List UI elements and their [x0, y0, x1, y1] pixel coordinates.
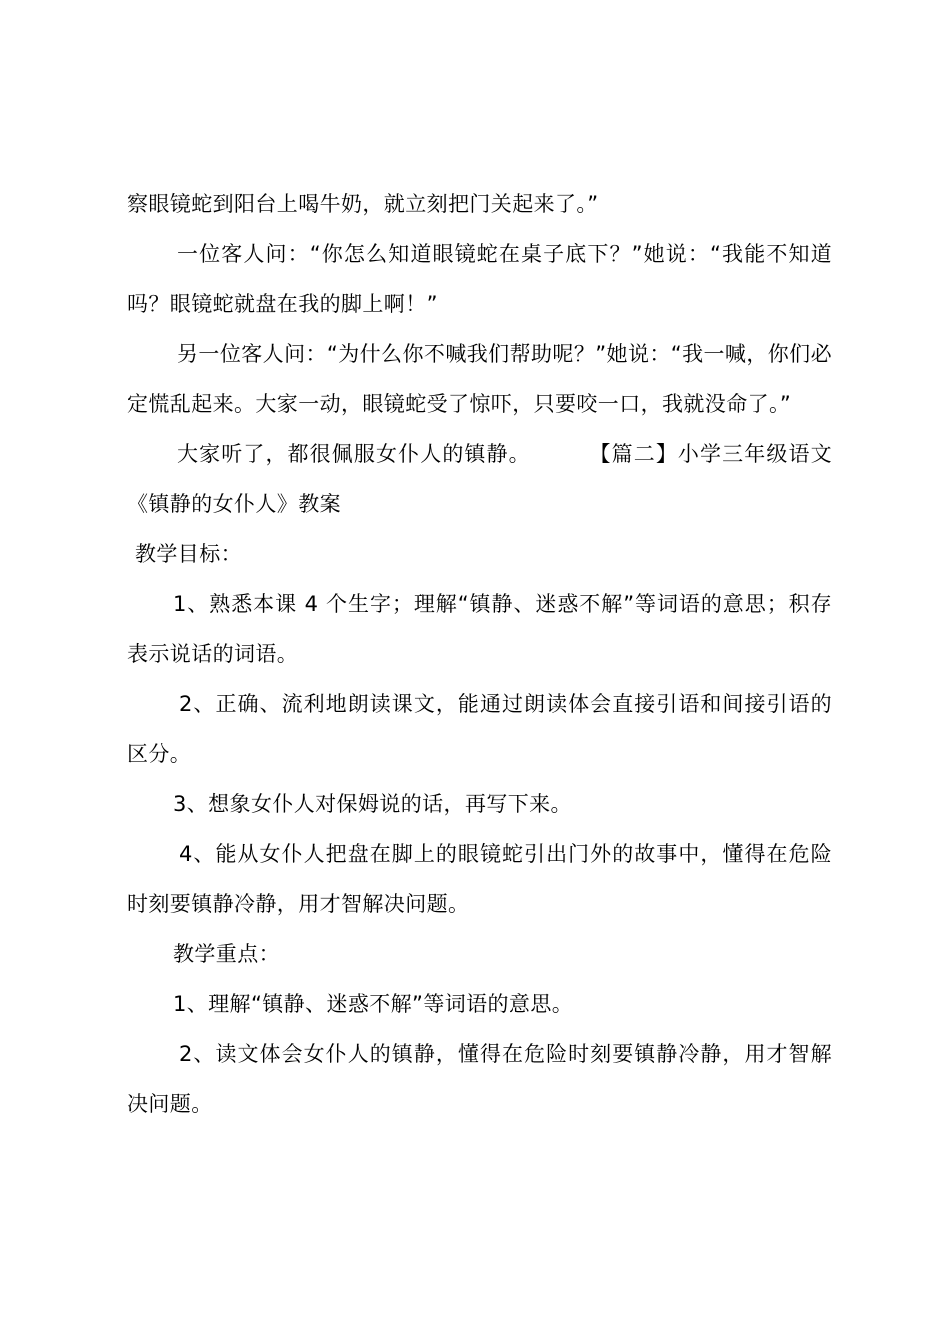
goal-item-1: 1、熟悉本课 4 个生字；理解“镇静、迷惑不解”等词语的意思；积存表示说话的词语。 [127, 592, 832, 666]
focus-item-1: 1、理解“镇静、迷惑不解”等词语的意思。 [173, 992, 574, 1016]
heading-teaching-focus: 教学重点： [173, 942, 280, 966]
goal-item-4: 4、能从女仆人把盘在脚上的眼镜蛇引出门外的故事中，懂得在危险时刻要镇静冷静，用才智解决问题。 [127, 842, 832, 916]
paragraph-second-guest-question: 另一位客人问：“为什么你不喊我们帮助呢？”她说：“我一喊，你们必定慌乱起来。大家一动，眼镜蛇受了惊吓，只要咬一口，我就没命了。” [127, 342, 832, 416]
document-body [127, 179, 832, 1129]
paragraph-first-guest-question: 一位客人问：“你怎么知道眼镜蛇在桌子底下？”她说：“我能不知道吗？眼镜蛇就盘在我的脚上啊！” [127, 242, 832, 316]
heading-teaching-goals: 教学目标： [135, 542, 242, 566]
paragraph-conclusion-and-section-heading [127, 429, 832, 529]
section-heading: 【篇二】小学三年级语文《镇静的女仆人》教案 [127, 442, 832, 516]
focus-item-2: 2、读文体会女仆人的镇静，懂得在危险时刻要镇静冷静，用才智解决问题。 [127, 1042, 832, 1116]
goal-item-3: 3、想象女仆人对保姆说的话，再写下来。 [173, 792, 572, 816]
paragraph-story-continuation: 察眼镜蛇到阳台上喝牛奶，就立刻把门关起来了。” [127, 192, 599, 216]
story-conclusion: 大家听了，都很佩服女仆人的镇静。 [177, 442, 531, 466]
goal-item-2: 2、正确、流利地朗读课文，能通过朗读体会直接引语和间接引语的区分。 [127, 692, 832, 766]
